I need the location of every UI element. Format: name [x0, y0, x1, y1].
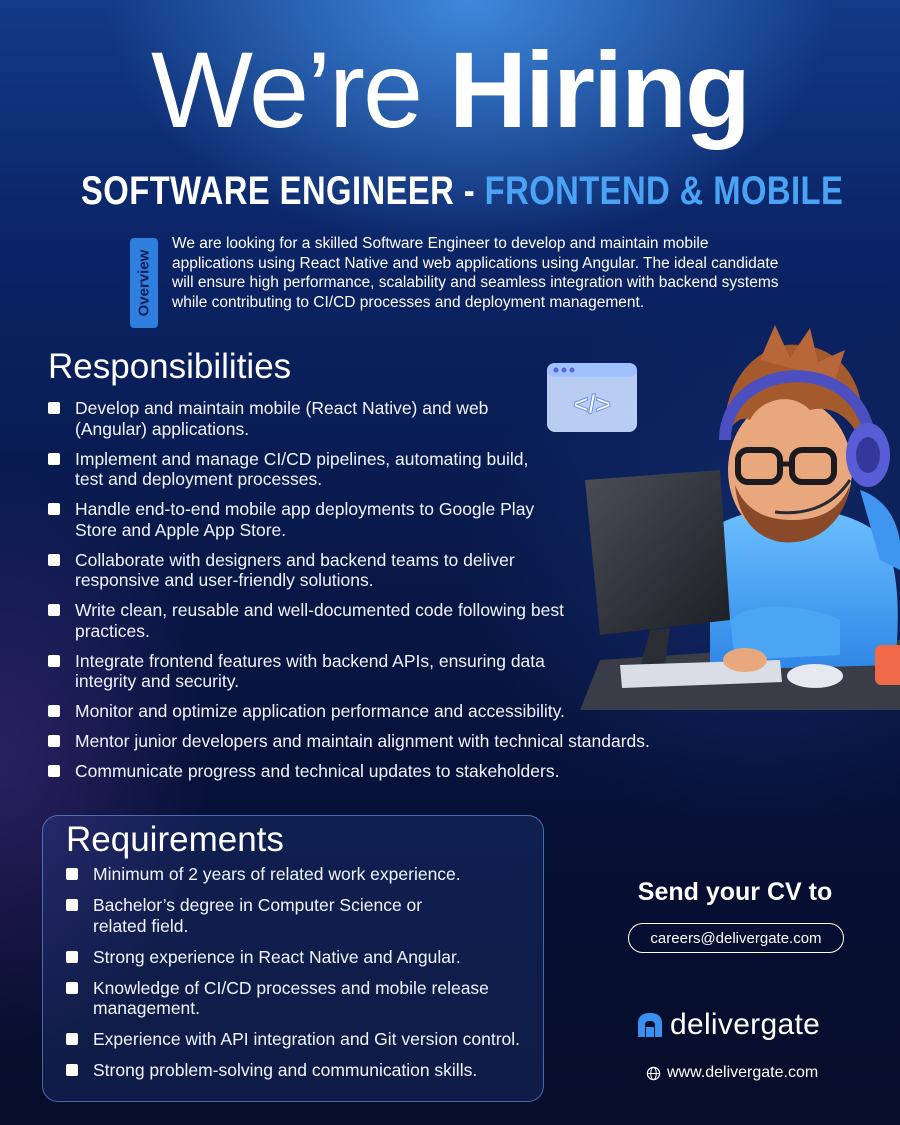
bullet-icon	[48, 735, 60, 747]
bullet-icon	[48, 402, 60, 414]
headline	[0, 30, 900, 150]
list-item: Integrate frontend features with backend APIs, ensuring data integrity and security.	[48, 651, 555, 692]
requirements-title: Requirements	[66, 820, 284, 859]
list-item: Experience with API integration and Git version control.	[66, 1029, 536, 1050]
list-item: Write clean, reusable and well-documented code following best practices.	[48, 600, 565, 641]
bullet-icon	[66, 982, 78, 994]
bullet-icon	[66, 899, 78, 911]
list-item: Strong experience in React Native and Angular.	[66, 947, 536, 968]
bullet-icon	[66, 1033, 78, 1045]
globe-icon	[646, 1066, 661, 1081]
bullet-icon	[48, 765, 60, 777]
headline-light: We’re	[150, 29, 422, 150]
delivergate-logo-icon	[636, 1011, 664, 1039]
bullet-icon	[48, 554, 60, 566]
bullet-icon	[48, 453, 60, 465]
list-item: Implement and manage CI/CD pipelines, automating build, test and deployment processes.	[48, 449, 555, 490]
list-item: Develop and maintain mobile (React Native) and web (Angular) applications.	[48, 398, 495, 439]
job-title-area: FRONTEND & MOBILE	[484, 169, 844, 213]
list-item: Knowledge of CI/CD processes and mobile release management.	[66, 978, 513, 1019]
code-icon-text: </>	[573, 389, 611, 419]
bullet-icon	[48, 604, 60, 616]
email-link[interactable]: careers@delivergate.com	[628, 923, 844, 953]
requirements-list	[66, 864, 536, 1091]
job-title	[81, 168, 844, 214]
list-item: Strong problem-solving and communication skills.	[66, 1060, 536, 1081]
responsibilities-title: Responsibilities	[48, 347, 292, 386]
list-item: Collaborate with designers and backend teams to deliver responsive and user-friendly solutions.	[48, 550, 555, 591]
list-item: Minimum of 2 years of related work experience.	[66, 864, 536, 885]
job-title-role: SOFTWARE ENGINEER -	[81, 169, 485, 213]
bullet-icon	[66, 951, 78, 963]
brand-name: delivergate	[670, 1008, 821, 1041]
list-item: Bachelor’s degree in Computer Science or related field.	[66, 895, 453, 936]
send-cv-label: Send your CV to	[637, 878, 833, 906]
website-link[interactable]	[646, 1063, 818, 1083]
overview-tab	[130, 238, 158, 328]
list-item: Monitor and optimize application performance and accessibility.	[48, 701, 715, 722]
website-url: www.delivergate.com	[667, 1064, 819, 1081]
list-item: Mentor junior developers and maintain alignment with technical standards.	[48, 731, 725, 752]
bullet-icon	[48, 705, 60, 717]
bullet-icon	[66, 868, 78, 880]
list-item: Communicate progress and technical updates to stakeholders.	[48, 761, 715, 782]
overview-text: We are looking for a skilled Software Engineer to develop and maintain mobile applications using React Native and web applications using Angular. The ideal candidate will ensure high performance, scalability and seamless integration with backend systems while contributing to CI/CD processes and deployment management.	[172, 235, 779, 311]
bullet-icon	[66, 1064, 78, 1076]
bullet-icon	[48, 655, 60, 667]
bullet-icon	[48, 503, 60, 515]
headline-bold: Hiring	[449, 29, 750, 150]
list-item: Handle end-to-end mobile app deployments to Google Play Store and Apple App Store.	[48, 499, 545, 540]
responsibilities-list	[48, 398, 708, 791]
brand-logo[interactable]	[636, 1008, 820, 1042]
overview-label: Overview	[135, 249, 153, 317]
